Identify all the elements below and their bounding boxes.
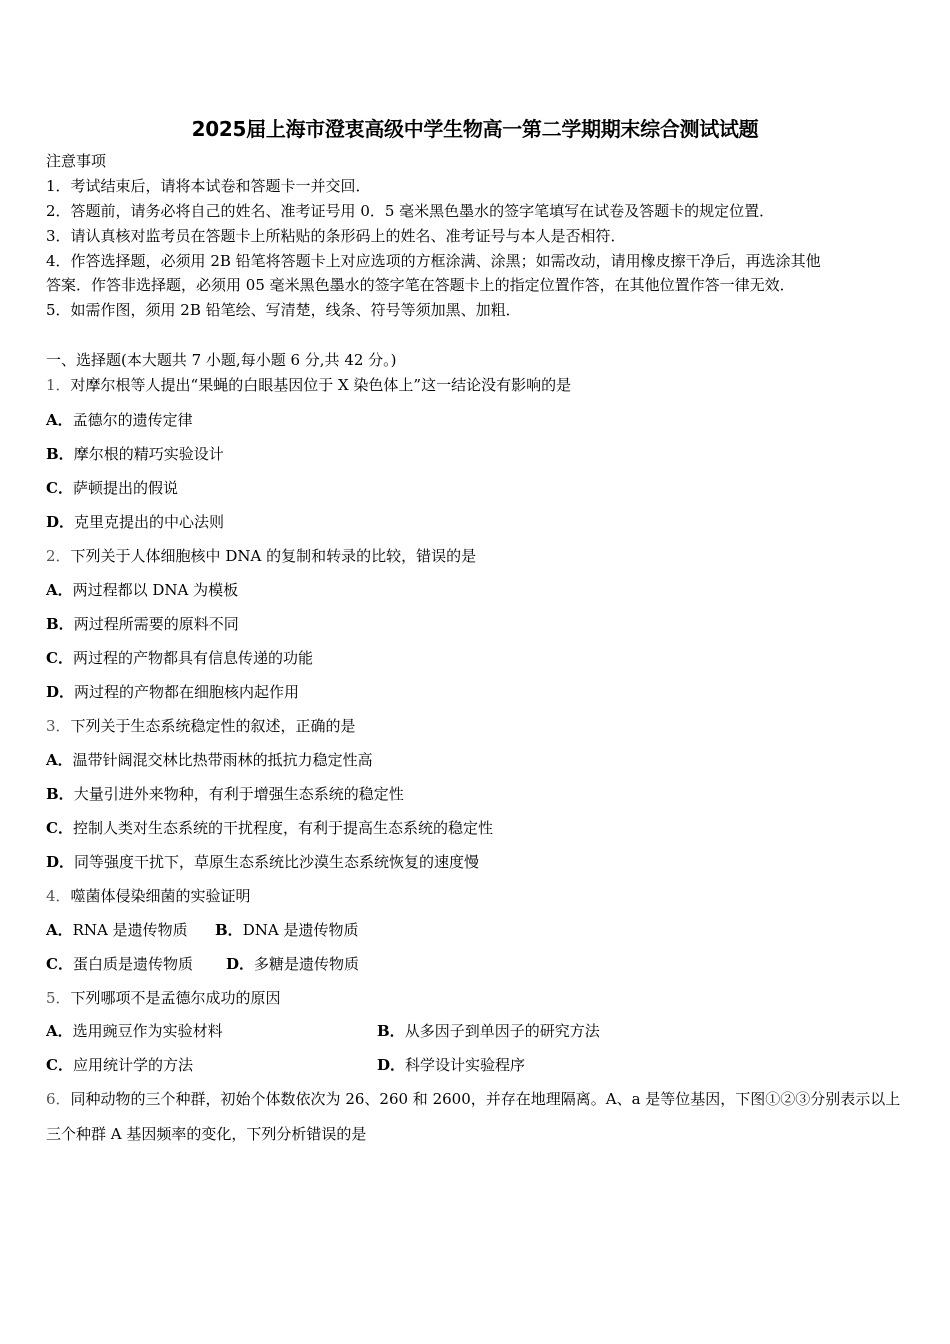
option-letter: D． <box>46 683 75 701</box>
option-text: RNA 是遗传物质 <box>72 921 188 939</box>
option-4a <box>46 920 188 940</box>
option-1b <box>46 444 224 464</box>
option-text: 克里克提出的中心法则 <box>74 513 225 531</box>
question-1 <box>46 375 571 395</box>
option-1a <box>46 410 193 430</box>
option-5b <box>377 1021 600 1041</box>
option-3b <box>46 784 404 804</box>
option-3c <box>46 818 493 838</box>
option-letter: D． <box>377 1056 406 1074</box>
option-letter: C． <box>46 1056 73 1074</box>
option-text: 孟德尔的遗传定律 <box>72 411 193 429</box>
option-2d <box>46 682 299 702</box>
option-5d <box>377 1055 525 1075</box>
option-letter: B． <box>377 1022 405 1040</box>
notice-item: 答案．作答非选择题，必须用 05 毫米黑色墨水的签字笔在答题卡上的指定位置作答，在其他位置作答一律无效． <box>46 276 795 294</box>
question-number: 6． <box>46 1090 71 1108</box>
option-text: 两过程的产物都具有信息传递的功能 <box>72 649 313 667</box>
question-3 <box>46 716 356 736</box>
question-text: 同种动物的三个种群，初始个体数依次为 26、260 和 2600，并存在地理隔离。A、a 是等位基因，下图①②③分别表示以上三个种群 A 基因频率的变化，下列分析错误的是 <box>46 1090 901 1143</box>
notice-item: 1．考试结束后，请将本试卷和答题卡一并交回． <box>46 177 371 195</box>
option-letter: B． <box>215 921 243 939</box>
question-number: 3． <box>46 717 71 735</box>
question-6 <box>46 1082 908 1152</box>
option-letter: B． <box>46 615 74 633</box>
option-2c <box>46 648 313 668</box>
option-letter: B． <box>46 445 74 463</box>
option-text: DNA 是遗传物质 <box>242 921 359 939</box>
option-1c <box>46 478 178 498</box>
notice-item: 4．作答选择题，必须用 2B 铅笔将答题卡上对应选项的方框涂满、涂黑；如需改动，请用橡皮擦干净后，再选涂其他 <box>46 252 821 270</box>
option-text: 科学设计实验程序 <box>405 1056 526 1074</box>
option-text: 多糖是遗传物质 <box>254 955 360 973</box>
option-letter: A． <box>46 751 73 769</box>
option-letter: D． <box>226 955 255 973</box>
option-text: 两过程都以 DNA 为模板 <box>72 581 239 599</box>
option-text: 摩尔根的精巧实验设计 <box>73 445 224 463</box>
option-text: 控制人类对生态系统的干扰程度，有利于提高生态系统的稳定性 <box>72 819 493 837</box>
option-text: 两过程所需要的原料不同 <box>73 615 239 633</box>
option-text: 蛋白质是遗传物质 <box>72 955 193 973</box>
option-letter: C． <box>46 479 73 497</box>
notice-heading: 注意事项 <box>46 152 107 170</box>
option-letter: C． <box>46 955 73 973</box>
option-5a <box>46 1021 223 1041</box>
question-text: 对摩尔根等人提出“果蝇的白眼基因位于 X 染色体上”这一结论没有影响的是 <box>70 376 572 394</box>
option-text: 从多因子到单因子的研究方法 <box>404 1022 600 1040</box>
question-4 <box>46 886 251 906</box>
question-number: 2． <box>46 547 71 565</box>
question-5 <box>46 988 281 1008</box>
section-heading: 一、选择题(本大题共 7 小题,每小题 6 分,共 42 分。) <box>46 351 397 369</box>
question-text: 噬菌体侵染细菌的实验证明 <box>70 887 251 905</box>
option-letter: C． <box>46 819 73 837</box>
question-text: 下列哪项不是孟德尔成功的原因 <box>70 989 281 1007</box>
option-letter: A． <box>46 581 73 599</box>
notice-item: 5．如需作图，须用 2B 铅笔绘、写清楚，线条、符号等须加黑、加粗． <box>46 301 521 319</box>
option-3d <box>46 852 479 872</box>
option-2a <box>46 580 238 600</box>
option-text: 应用统计学的方法 <box>72 1056 193 1074</box>
option-letter: D． <box>46 853 75 871</box>
option-letter: A． <box>46 411 73 429</box>
option-letter: A． <box>46 921 73 939</box>
question-text: 下列关于人体细胞核中 DNA 的复制和转录的比较，错误的是 <box>70 547 477 565</box>
option-2b <box>46 614 239 634</box>
page-title: 2025届上海市澄衷高级中学生物高一第二学期期末综合测试试题 <box>191 117 759 141</box>
option-letter: C． <box>46 649 73 667</box>
option-letter: A． <box>46 1022 73 1040</box>
question-number: 4． <box>46 887 71 905</box>
option-text: 大量引进外来物种，有利于增强生态系统的稳定性 <box>73 785 404 803</box>
option-text: 温带针阔混交林比热带雨林的抵抗力稳定性高 <box>72 751 373 769</box>
option-text: 同等强度干扰下，草原生态系统比沙漠生态系统恢复的速度慢 <box>74 853 480 871</box>
option-text: 萨顿提出的假说 <box>72 479 178 497</box>
option-3a <box>46 750 373 770</box>
option-4c <box>46 954 193 974</box>
question-number: 1． <box>46 376 71 394</box>
option-1d <box>46 512 224 532</box>
question-text: 下列关于生态系统稳定性的叙述，正确的是 <box>70 717 356 735</box>
notice-item: 2．答题前，请务必将自己的姓名、准考证号用 0．5 毫米黑色墨水的签字笔填写在试卷及答题卡的规定位置． <box>46 202 775 220</box>
option-4d <box>226 954 359 974</box>
question-2 <box>46 546 476 566</box>
notice-item: 3．请认真核对监考员在答题卡上所粘贴的条形码上的姓名、准考证号与本人是否相符． <box>46 227 626 245</box>
question-number: 5． <box>46 989 71 1007</box>
option-text: 两过程的产物都在细胞核内起作用 <box>74 683 300 701</box>
option-text: 选用豌豆作为实验材料 <box>72 1022 223 1040</box>
option-4b <box>215 920 358 940</box>
option-letter: D． <box>46 513 75 531</box>
option-5c <box>46 1055 193 1075</box>
option-letter: B． <box>46 785 74 803</box>
